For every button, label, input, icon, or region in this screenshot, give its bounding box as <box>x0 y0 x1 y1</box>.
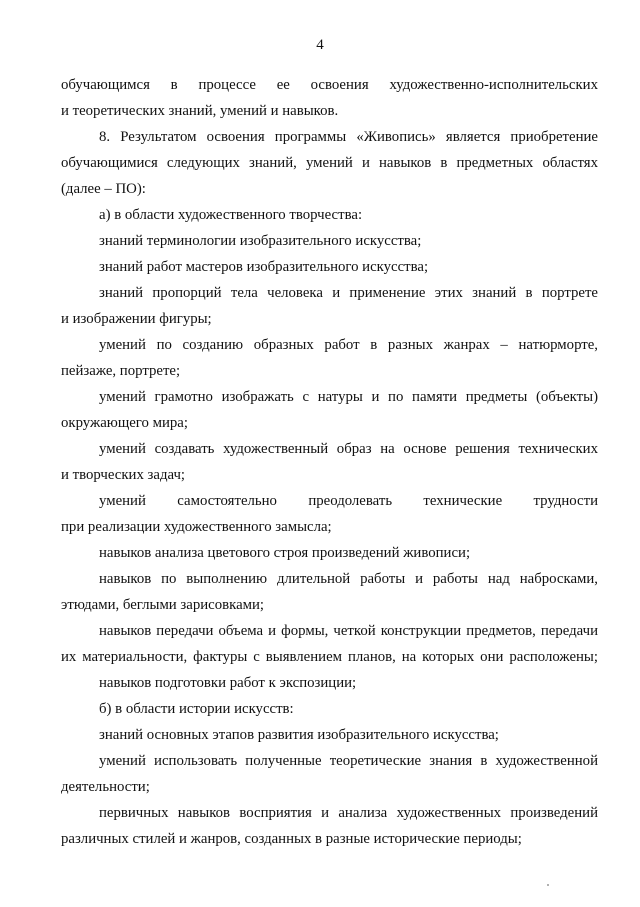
scan-speck <box>547 884 549 886</box>
text-line: навыков передачи объема и формы, четкой конструкции предметов, передачи <box>99 623 598 639</box>
text-line: знаний основных этапов развития изобразительного искусства; <box>99 727 499 743</box>
text-line: и теоретических знаний, умений и навыков. <box>61 103 339 119</box>
text-line: различных стилей и жанров, созданных в разные исторические периоды; <box>61 831 522 847</box>
text-line: умений по созданию образных работ в разных жанрах – натюрморте, <box>99 337 598 353</box>
text-line: их материальности, фактуры с выявлением планов, на которых они расположены; <box>61 649 598 665</box>
page-number: 4 <box>316 37 324 53</box>
text-line: навыков по выполнению длительной работы и работы над набросками, <box>99 571 598 587</box>
text-line: (далее – ПО): <box>61 181 146 197</box>
text-line: деятельности; <box>61 779 150 795</box>
text-line: первичных навыков восприятия и анализа художественных произведений <box>99 805 598 821</box>
text-line: и изображении фигуры; <box>61 311 212 327</box>
text-line: умений создавать художественный образ на основе решения технических <box>99 441 598 457</box>
text-line: знаний работ мастеров изобразительного искусства; <box>99 259 429 275</box>
text-line: пейзаже, портрете; <box>61 363 181 379</box>
text-line: окружающего мира; <box>61 415 188 431</box>
text-line: навыков подготовки работ к экспозиции; <box>99 675 357 691</box>
text-line: знаний пропорций тела человека и применение этих знаний в портрете <box>99 285 598 301</box>
text-line: а) в области художественного творчества: <box>99 207 363 223</box>
text-line: умений использовать полученные теоретические знания в художественной <box>99 753 598 769</box>
text-line: обучающимися следующих знаний, умений и навыков в предметных областях <box>61 155 598 171</box>
text-line: обучающимся в процессе ее освоения художественно-исполнительских <box>61 77 598 93</box>
text-line: 8. Результатом освоения программы «Живопись» является приобретение <box>99 129 598 145</box>
text-line: б) в области истории искусств: <box>99 701 294 717</box>
text-line: умений грамотно изображать с натуры и по памяти предметы (объекты) <box>99 389 598 405</box>
text-line: умений самостоятельно преодолевать технические трудности <box>99 493 598 509</box>
text-line: при реализации художественного замысла; <box>61 519 332 535</box>
text-line: знаний терминологии изобразительного искусства; <box>99 233 422 249</box>
text-line: этюдами, беглыми зарисовками; <box>61 597 265 613</box>
text-line: и творческих задач; <box>61 467 186 483</box>
text-line: навыков анализа цветового строя произведений живописи; <box>99 545 471 561</box>
document-body <box>61 72 598 852</box>
